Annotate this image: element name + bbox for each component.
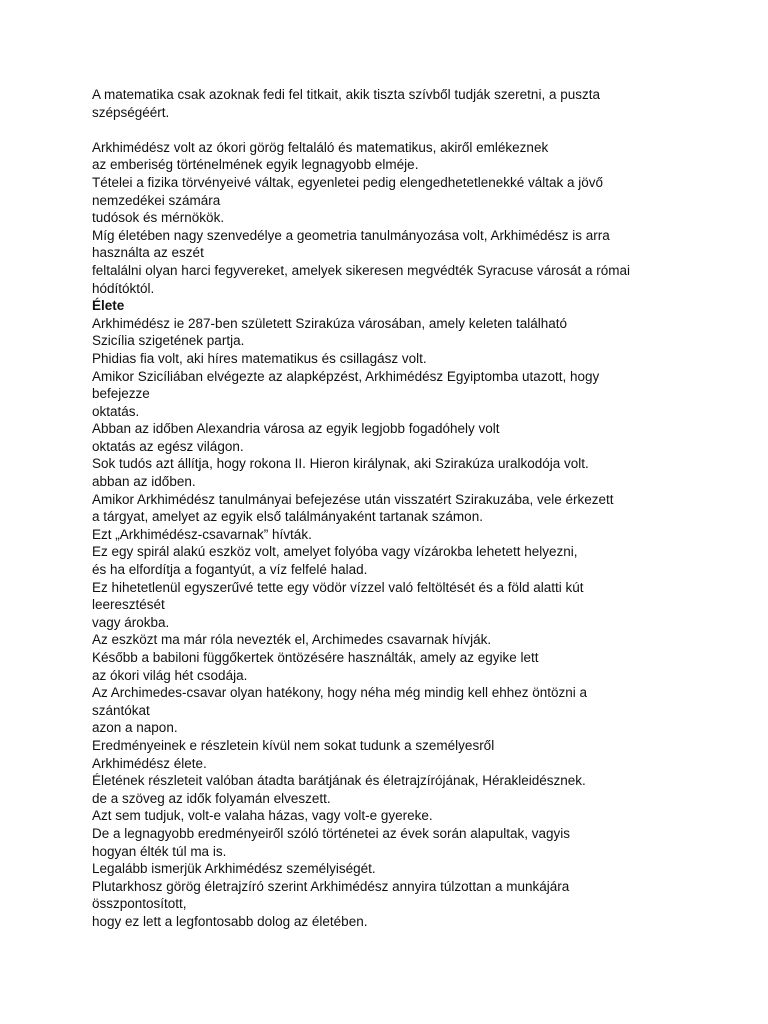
body-line: Az Archimedes-csavar olyan hatékony, hogy néha még mindig kell ehhez öntözni a <box>92 685 588 701</box>
body-line: a tárgyat, amelyet az egyik első találmányaként tartanak számon. <box>92 509 483 525</box>
body-line: és ha elfordítja a fogantyút, a víz felfelé halad. <box>92 562 368 578</box>
body-line: Ez hihetetlenül egyszerűvé tette egy vödör vízzel való feltöltését és a föld alatti kút <box>92 579 584 595</box>
body-line: de a szöveg az idők folyamán elveszett. <box>92 790 331 806</box>
intro-line: Míg életében nagy szenvedélye a geometria tanulmányozása volt, Arkhimédész is arra <box>92 227 610 243</box>
body-line: oktatás. <box>92 403 140 419</box>
body-line: vagy árokba. <box>92 614 170 630</box>
body-line: azon a napon. <box>92 720 178 736</box>
quote-line: A matematika csak azoknak fedi fel titkait, akik tiszta szívből tudják szeretni, a puszta <box>92 87 600 102</box>
document-page <box>92 86 692 931</box>
body-line: Később a babiloni függőkertek öntözésére használták, amely az egyike lett <box>92 650 539 665</box>
intro-line: nemzedékei számára <box>92 192 221 208</box>
intro-line: feltalálni olyan harci fegyvereket, amelyek sikeresen megvédték Syracuse városát a római <box>92 262 631 278</box>
body-line: befejezze <box>92 386 150 402</box>
body-line: De a legnagyobb eredményeiről szóló történetei az évek során alapultak, vagyis <box>92 825 571 841</box>
body-line: Arkhimédész élete. <box>92 755 207 771</box>
body-line: Eredményeinek e részletein kívül nem sokat tudunk a személyesről <box>92 737 495 753</box>
body-line: Phidias fia volt, aki híres matematikus és csillagász volt. <box>92 350 427 366</box>
body-line: Legalább ismerjük Arkhimédész személyiségét. <box>92 861 376 877</box>
intro-line: használta az eszét <box>92 245 204 261</box>
body-line: Azt sem tudjuk, volt-e valaha házas, vagy volt-e gyereke. <box>92 808 433 824</box>
body-line: hogy ez lett a legfontosabb dolog az életében. <box>92 913 368 929</box>
intro-line: Arkhimédész volt az ókori görög feltaláló és matematikus, akiről emlékeznek <box>92 139 549 155</box>
quote-paragraph <box>92 86 692 121</box>
body-line: Az eszközt ma már róla nevezték el, Archimedes csavarnak hívják. <box>92 632 492 648</box>
body-line: Szicília szigetének partja. <box>92 333 245 349</box>
body-line: Amikor Arkhimédész tanulmányai befejezése után visszatért Szirakuzába, vele érkezett <box>92 491 614 507</box>
section-heading: Élete <box>92 298 125 314</box>
body-line: Ezt „Arkhimédész-csavarnak” hívták. <box>92 526 312 542</box>
body-line: Arkhimédész ie 287-ben született Szirakúza városában, amely keleten található <box>92 315 568 331</box>
intro-line: hódítóktól. <box>92 280 155 296</box>
body-line: abban az időben. <box>92 474 196 490</box>
body-line: Plutarkhosz görög életrajzíró szerint Arkhimédész annyira túlzottan a munkájára <box>92 878 570 894</box>
quote-line: szépségéért. <box>92 104 170 120</box>
intro-paragraph <box>92 139 692 297</box>
intro-line: Tételei a fizika törvényeivé váltak, egyenletei pedig elengedhetetlenekké váltak a jövő <box>92 174 604 190</box>
body-line: Ez egy spirál alakú eszköz volt, amelyet folyóba vagy vízárokba lehetett helyezni, <box>92 544 578 560</box>
intro-line: az emberiség történelmének egyik legnagyobb elméje. <box>92 157 419 173</box>
body-line: hogyan élték túl ma is. <box>92 843 227 859</box>
body-line: Abban az időben Alexandria városa az egyik legjobb fogadóhely volt <box>92 421 500 437</box>
body-line: oktatás az egész világon. <box>92 438 244 454</box>
intro-line: tudósok és mérnökök. <box>92 210 225 226</box>
body-paragraph <box>92 315 692 931</box>
body-line: leeresztését <box>92 597 165 613</box>
body-line: szántókat <box>92 702 150 718</box>
body-line: Amikor Szicíliában elvégezte az alapképzést, Arkhimédész Egyiptomba utazott, hogy <box>92 368 600 384</box>
body-line: az ókori világ hét csodája. <box>92 667 248 683</box>
body-line: Életének részleteit valóban átadta barátjának és életrajzírójának, Hérakleidésznek. <box>92 773 586 789</box>
body-line: összpontosított, <box>92 896 187 912</box>
body-line: Sok tudós azt állítja, hogy rokona II. Hieron királynak, aki Szirakúza uralkodója volt. <box>92 456 589 472</box>
